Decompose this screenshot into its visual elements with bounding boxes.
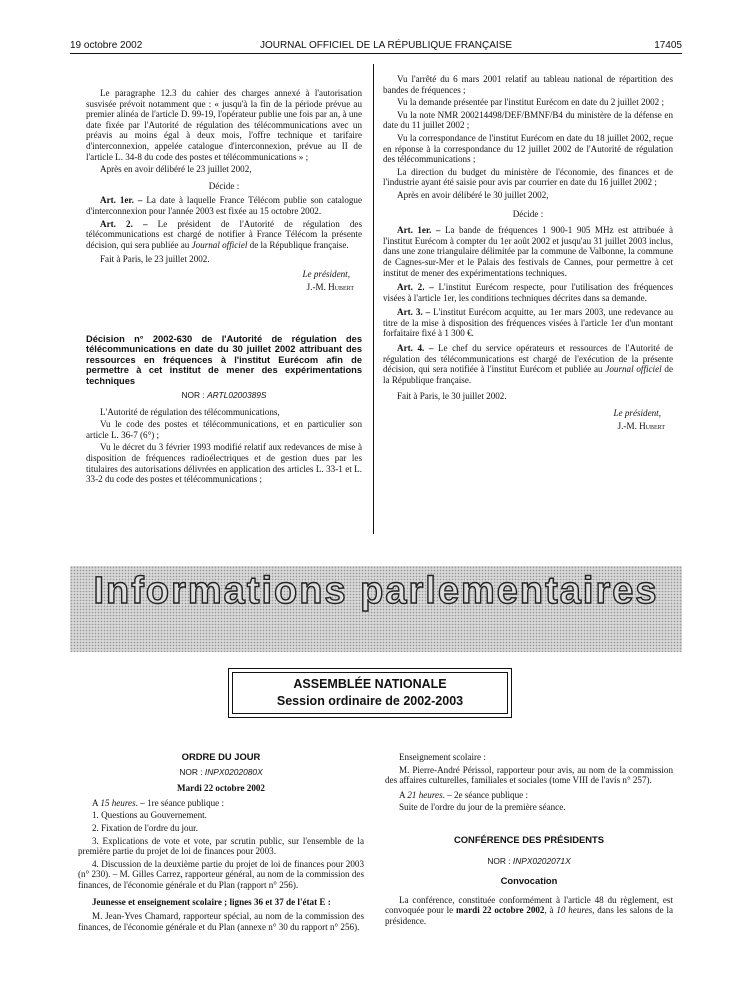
article-1: [383, 225, 673, 278]
nor-reference: [78, 767, 364, 778]
journal-officiel-ref: Journal officiel: [191, 239, 248, 250]
nor-code: ARTL0200389S: [207, 390, 267, 401]
seance-suffix: . – 2e séance publique :: [442, 789, 528, 800]
fait-a-paris: Fait à Paris, le 23 juillet 2002.: [100, 254, 210, 265]
text-part: La conférence, constituée conformément à l'article 48 du règlement, est convoquée pour le: [385, 894, 673, 916]
jeunesse-heading: Jeunesse et enseignement scolaire ; lignes 36 et 37 de l'état E :: [92, 896, 331, 907]
article-text: La bande de fréquences 1 900-1 905 MHz est attribuée à l'institut Eurécom à compter du 1er août 2002 et jusqu'au 31 juillet 2003 inclus, dans une zone triangulaire délimitée par la commune de Valbonne, la commune de Cagnes-sur-Mer et le Palais des festivals de Cannes, pour permettre à cet institut de mener des expérimentations techniques.: [383, 225, 673, 278]
article-text: Le chef du service opérateurs et ressources de l'Autorité de régulation des télécommunications est chargé de l'exécution de la présente décision, qui sera notifiée à l'institut Eurécom et publiée au: [383, 343, 673, 375]
fait-a-paris: Fait à Paris, le 30 juillet 2002.: [397, 391, 507, 402]
header-rule: [70, 53, 682, 54]
nor-code: INPX0202071X: [512, 855, 571, 866]
article-text: L'institut Eurécom respecte, pour l'utilisation des fréquences visées à l'article 1er, les conditions techniques décrites dans sa demande.: [383, 282, 674, 303]
paragraph: Vu le décret du 3 février 1993 modifié relatif aux redevances de mise à disposition de fréquences radioélectriques et de gestion dues par les titulaires des autorisations délivrées en application des articles L. 33-1 et L. 33-2 du code des postes et télécommunications ;: [86, 442, 362, 485]
article-label: Art. 1er. –: [397, 225, 441, 236]
seance-time: 15 heures: [100, 797, 136, 808]
signature-role: Le président,: [613, 408, 661, 419]
article-label: Art. 2. –: [397, 282, 434, 293]
nor-reference: [86, 390, 362, 401]
seance-time: 21 heures: [407, 789, 443, 800]
signature-name: J.-M. Hubert: [617, 420, 665, 431]
agenda-item: 1. Questions au Gouvernement.: [92, 810, 207, 821]
convocation-text: [385, 895, 673, 927]
assemblee-title: ASSEMBLÉE NATIONALE: [293, 677, 447, 691]
paragraph: Après en avoir délibéré le 23 juillet 2002,: [100, 164, 252, 175]
article-label: Art. 4. –: [397, 343, 434, 354]
article-label: Art. 3. –: [397, 307, 431, 318]
article-text: Le président de l'Autorité de régulation des télécommunications est chargé de notifier à France Télécom la présente décision, qui sera publiée au: [86, 218, 362, 250]
journal-officiel-ref: Journal officiel: [605, 364, 662, 375]
article-text-end: de la République française.: [247, 239, 349, 250]
right-column-top: [383, 74, 673, 433]
article-text: La date à laquelle France Télécom publie son catalogue d'interconnexion pour l'année 2003 est fixée au 15 octobre 2002.: [86, 195, 362, 216]
article-2: [383, 282, 673, 303]
article-label: Art. 2. –: [100, 218, 148, 229]
nor-label: NOR :: [179, 766, 205, 777]
left-column-top: [86, 88, 362, 294]
article-label: Art. 1er. –: [100, 195, 143, 206]
nor-code: INPX0202080X: [204, 766, 263, 777]
paragraph: Vu le code des postes et télécommunications, et en particulier son article L. 36-7 (6°) ;: [86, 419, 362, 440]
article-4: [383, 343, 673, 385]
decision-block: [86, 334, 362, 487]
paragraph: M. Pierre-André Périssol, rapporteur pour avis, au nom de la commission des affaires culturelles, familiales et sociales (tome VIII de l'avis n° 257).: [385, 764, 673, 786]
header-date: 19 octobre 2002: [70, 40, 143, 51]
enseignement-heading: Enseignement scolaire :: [399, 752, 486, 762]
paragraph: Vu la correspondance de l'institut Eurécom en date du 18 juillet 2002, reçue en réponse à la correspondance du 12 juillet 2002 de l'Autorité de régulation des télécommunications ;: [383, 132, 673, 165]
paragraph: Le paragraphe 12.3 du cahier des charges annexé à l'autorisation susvisée prévoit notamment que : « jusqu'à la fin de la période prévue au premier alinéa de l'article D. 99-19, l'opérateur publie une fois par an, à une date fixée par l'Autorité de régulation des télécommunications avec un préavis au moins égal à deux mois, l'offre technique et tarifaire d'interconnexion, appelée catalogue d'interconnexion, prévue au II de l'article L. 34-8 du code des postes et télécommunications » ;: [86, 88, 362, 162]
agenda-item: 2. Fixation de l'ordre du jour.: [92, 822, 198, 833]
ordre-du-jour-right: [385, 752, 673, 929]
header-page-number: 17405: [654, 40, 682, 51]
paragraph: Vu la demande présentée par l'institut Eurécom en date du 2 juillet 2002 ;: [397, 97, 665, 108]
nor-reference: [385, 856, 673, 867]
text-part: , à: [544, 905, 557, 916]
nor-label: NOR :: [487, 855, 513, 866]
paragraph: Suite de l'ordre du jour de la première séance.: [399, 802, 566, 813]
article-text: L'institut Eurécom acquitte, au 1er mars 2003, une redevance au titre de la mise à disposition des fréquences visées à l'article 1er d'un montant forfaitaire fixé à 1 300 €.: [383, 307, 673, 339]
ordre-du-jour-left: [78, 752, 364, 934]
meeting-time: 10 heures: [556, 905, 593, 916]
article-1: [86, 195, 362, 216]
paragraph: Après en avoir délibéré le 30 juillet 2002,: [397, 189, 549, 200]
column-divider: [373, 64, 374, 534]
decide-heading: Décide :: [512, 208, 544, 219]
article-2: [86, 219, 362, 251]
article-text-end: de la République française.: [383, 364, 673, 385]
article-3: [383, 307, 673, 339]
meeting-date: mardi 22 octobre 2002: [455, 905, 545, 916]
paragraph: Vu l'arrêté du 6 mars 2001 relatif au tableau national de répartition des bandes de fréquences ;: [383, 74, 673, 95]
seance-2-heading: [385, 790, 673, 801]
paragraph: La direction du budget du ministère de l'économie, des finances et de l'industrie ayant été saisie pour avis par courrier en date du 16 juillet 2002 ;: [383, 166, 673, 188]
agenda-item: 4. Discussion de la deuxième partie du projet de loi de finances pour 2003 (n° 230). – M. Gilles Carrez, rapporteur général, au nom de la commission des finances, de l'économie générale et du Plan (rapport n° 256).: [78, 858, 364, 890]
signature-name: J.-M. Hubert: [306, 281, 354, 292]
seance-prefix: A: [92, 797, 101, 808]
assemblee-box: [232, 672, 508, 714]
seance-date: Mardi 22 octobre 2002: [177, 783, 265, 794]
ordre-du-jour-title: ORDRE DU JOUR: [181, 751, 261, 762]
text-part: , dans les salons de la présidence.: [385, 905, 674, 926]
paragraph: L'Autorité de régulation des télécommunications,: [100, 406, 280, 417]
banner-title: Informations parlementaires: [93, 570, 659, 612]
nor-label: NOR :: [181, 390, 208, 401]
conference-title: CONFÉRENCE DES PRÉSIDENTS: [453, 833, 605, 845]
seance-suffix: . – 1re séance publique :: [135, 797, 225, 808]
seance-prefix: A: [399, 789, 408, 800]
decide-heading: Décide :: [208, 180, 240, 191]
paragraph: M. Jean-Yves Chamard, rapporteur spécial, au nom de la commission des finances, de l'économie générale et du Plan (annexe n° 30 du rapport n° 256).: [78, 911, 364, 932]
convocation-heading: Convocation: [500, 875, 558, 887]
decision-title: Décision n° 2002-630 de l'Autorité de régulation des télécommunications en date du 30 juillet 2002 attribuant des ressources en fréquences à l'institut Eurécom afin de permettre à cet institut de mener des expérimentations techniques: [86, 334, 362, 386]
session-title: Session ordinaire de 2002-2003: [276, 694, 464, 708]
seance-1-heading: [78, 798, 364, 809]
agenda-item: 3. Explications de vote et vote, par scrutin public, sur l'ensemble de la première partie du projet de loi de finances pour 2003.: [78, 835, 364, 857]
signature-role: Le président,: [302, 268, 350, 279]
header-journal: JOURNAL OFFICIEL DE LA RÉPUBLIQUE FRANÇAISE: [259, 40, 513, 51]
paragraph: Vu la note NMR 200214498/DEF/BMNF/B4 du ministère de la défense en date du 11 juillet 2002 ;: [383, 109, 673, 131]
